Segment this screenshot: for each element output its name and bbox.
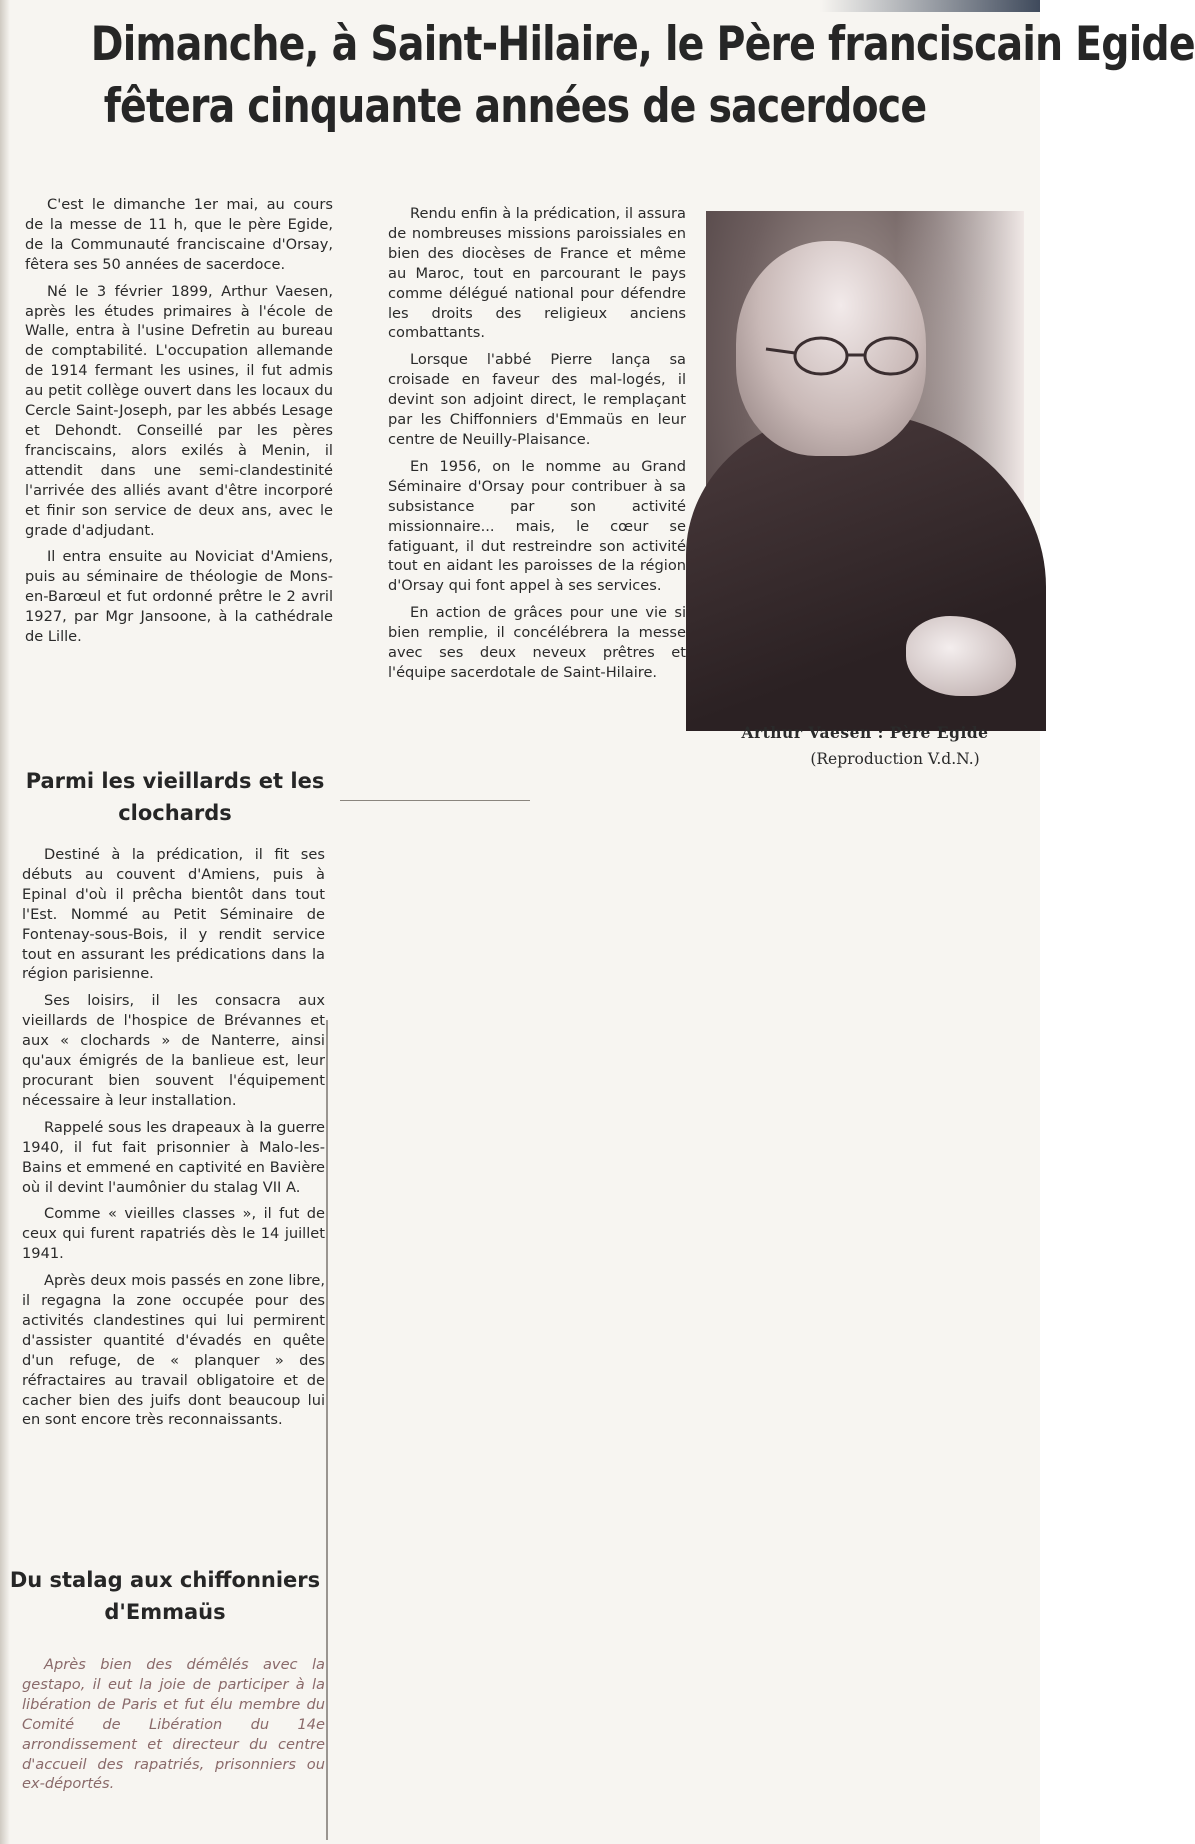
- column-1-end: [22, 1655, 325, 1801]
- paragraph: En 1956, on le nomme au Grand Séminaire d'Orsay pour contribuer à sa subsistance par son activité missionnaire... mais, le cœur se fatiguant, il dut restreindre son activité tout en aidant les paroisses de la région d'Orsay qui font appel à ses services.: [388, 457, 686, 595]
- paragraph: Destiné à la prédication, il fit ses débuts au couvent d'Amiens, puis à Epinal d'où il prêcha bientôt dans tout l'Est. Nommé au Petit Séminaire de Fontenay-sous-Bois, il y rendit service tout en assurant les prédications dans la région parisienne.: [22, 846, 325, 983]
- paragraph: Né le 3 février 1899, Arthur Vaesen, après les études primaires à l'école de Walle, entra à l'usine Defretin au bureau de comptabilité. L'occupation allemande de 1914 fermant les usines, il fut admis au petit collège ouvert dans les locaux du Cercle Saint-Joseph, par les abbés Lesage et Dehondt. Conseillé par les pères franciscains, alors exilés à Menin, il attendit dans une semi-clandestinité l'arrivée des alliés avant d'être incorporé et finir son service de deux ans, avec le grade d'adjudant.: [25, 282, 333, 539]
- column-1-middle: [22, 845, 325, 1437]
- paragraph: Après deux mois passés en zone libre, il regagna la zone occupée pour des activités clandestines qui lui permirent d'assister quantité d'évadés en quête d'un refuge, de « planquer » des réfractaires au travail obligatoire et de cacher bien des juifs dont beaucoup lui en sont encore très reconnaissants.: [22, 1272, 325, 1429]
- subheading-vieillards: Parmi les vieillards et les clochards: [25, 769, 325, 825]
- caption-name: Arthur Vaesen : Père Egide: [741, 723, 989, 742]
- paragraph: C'est le dimanche 1er mai, au cours de la messe de 11 h, que le père Egide, de la Communauté franciscaine d'Orsay, fêtera ses 50 années de sacerdoce.: [25, 196, 333, 273]
- paragraph: Rappelé sous les drapeaux à la guerre 1940, il fut fait prisonnier à Malo-les-Bains et emmené en captivité en Bavière où il devint l'aumônier du stalag VII A.: [22, 1118, 325, 1196]
- glasses-icon: [766, 331, 936, 381]
- paragraph: Comme « vieilles classes », il fut de ceux qui furent rapatriés dès le 14 juillet 1941.: [22, 1205, 325, 1263]
- scan-edge: [820, 0, 1040, 12]
- paragraph: Rendu enfin à la prédication, il assura de nombreuses missions paroissiales en bien des diocèses de France et même au Maroc, tout en parcourant le pays comme délégué national pour défendre les droits des religieux anciens combattants.: [388, 205, 686, 342]
- paragraph: Il entra ensuite au Noviciat d'Amiens, puis au séminaire de théologie de Mons-en-Barœul et fut ordonné prêtre le 2 avril 1927, par Mgr Jansoone, à la cathédrale de Lille.: [25, 548, 333, 646]
- caption-credit: (Reproduction V.d.N.): [810, 750, 980, 768]
- column-1-intro: [25, 195, 333, 654]
- paragraph: Lorsque l'abbé Pierre lança sa croisade en faveur des mal-logés, il devint son adjoint direct, le remplaçant par les Chiffonniers d'Emmaüs en leur centre de Neuilly-Plaisance.: [388, 351, 686, 448]
- paragraph: Ses loisirs, il les consacra aux vieillards de l'hospice de Brévannes et aux « clochards » de Nanterre, ainsi qu'aux émigrés de la banlieue est, leur procurant bien souvent l'équipement nécessaire à leur installation.: [22, 992, 325, 1109]
- column-rule: [326, 1020, 328, 1840]
- headline-line-2: fêtera cinquante années de sacerdoce: [103, 79, 927, 134]
- portrait-photo: [706, 211, 1024, 698]
- column-2: [388, 204, 686, 690]
- subheading-stalag: Du stalag aux chiffonniers d'Emmaüs: [9, 1568, 321, 1624]
- paragraph: Après bien des démêlés avec la gestapo, il eut la joie de participer à la libération de Paris et fut élu membre du Comité de Libération du 14e arrondissement et directeur du centre d'accueil des rapatriés, prisonniers ou ex-déportés.: [22, 1656, 325, 1793]
- photo-caption: [706, 720, 1024, 772]
- headline-line-1: Dimanche, à Saint-Hilaire, le Père franciscain Egide: [90, 17, 1195, 72]
- headline: [90, 14, 1195, 138]
- paragraph: En action de grâces pour une vie si bien remplie, il concélébrera la messe avec ses deux neveux prêtres et l'équipe sacerdotale de Saint-Hilaire.: [388, 604, 686, 681]
- end-rule: [340, 800, 530, 801]
